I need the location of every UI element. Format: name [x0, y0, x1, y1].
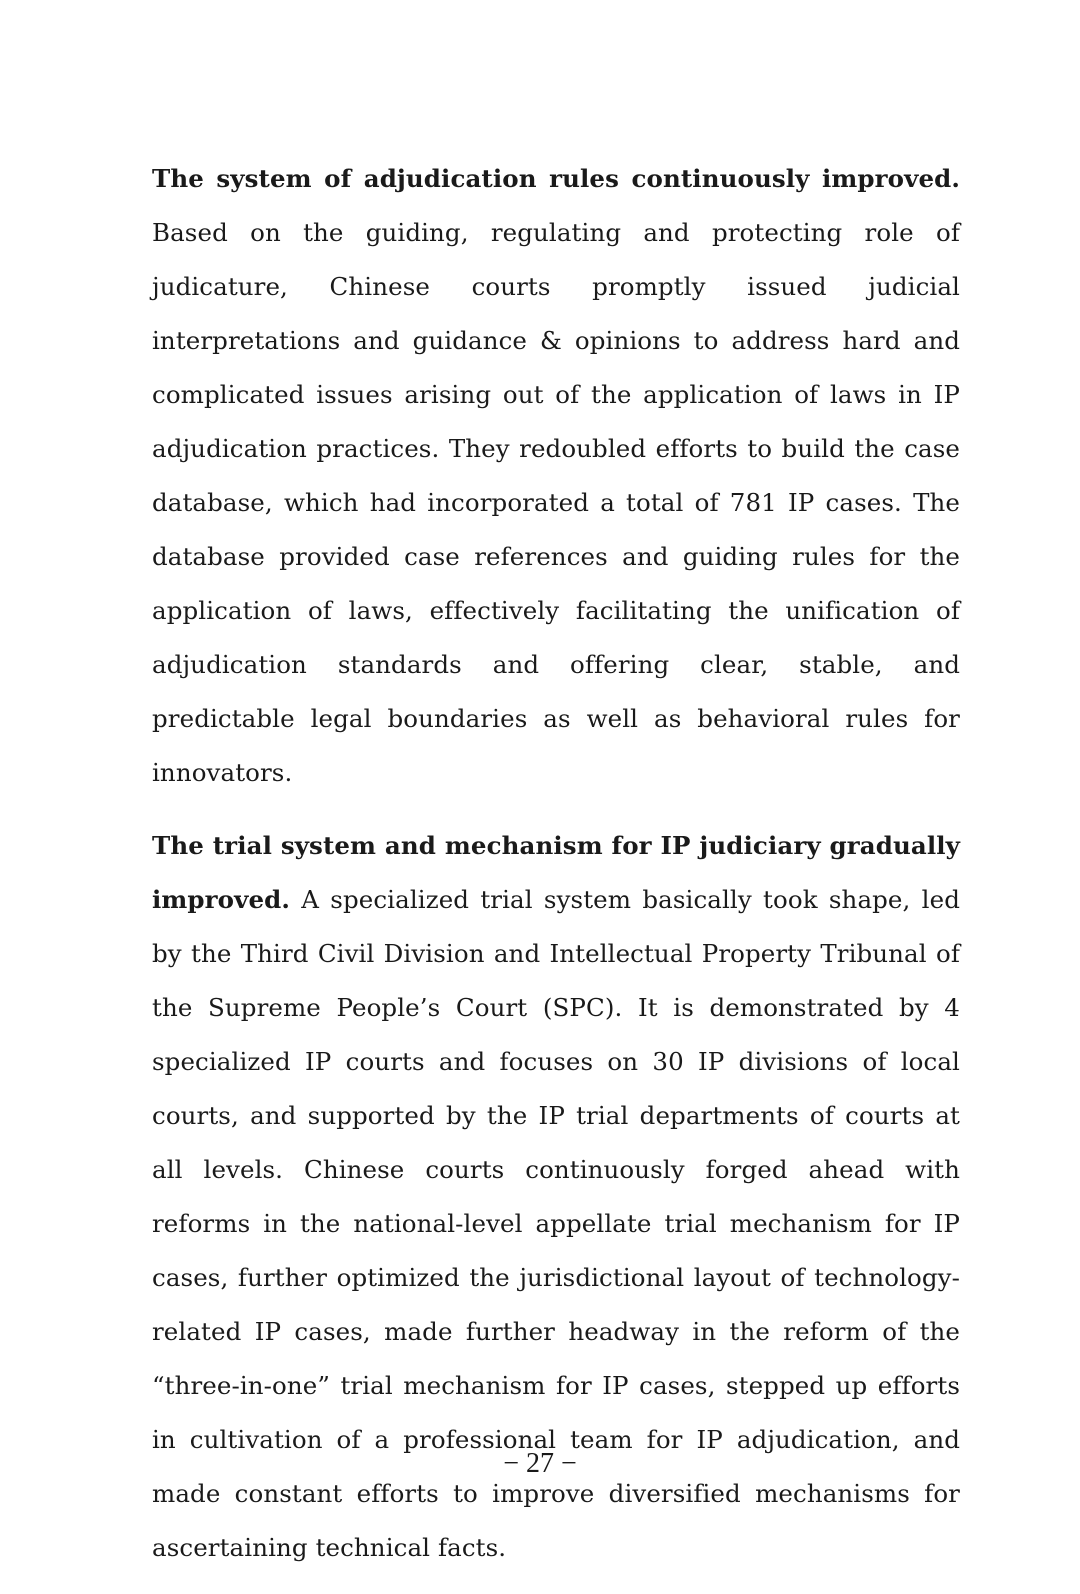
paragraph-text: Based on the guiding, regulating and protecting role of judicature, Chinese courts promptly issued judicial interpretations and guidance & opinions to address hard and complicated issues arising out of the application of laws in IP adjudication practices. They redoubled efforts to build the case database, which had incorporated a total of 781 IP cases. The database provided case references and guiding rules for the application of laws, effectively facilitating the unification of adjudication standards and offering clear, stable, and predictable legal boundaries as well as behavioral rules for innovators. — [152, 218, 960, 787]
paragraph-text: A specialized trial system basically took shape, led by the Third Civil Division and Intellectual Property Tribunal of the Supreme People’s Court (SPC). It is demonstrated by 4 specialized IP courts and focuses on 30 IP divisions of local courts, and supported by the IP trial departments of courts at all levels. Chinese courts continuously forged ahead with reforms in the national-level appellate trial mechanism for IP cases, further optimized the jurisdictional layout of technology-related IP cases, made further headway in the reform of the “three-in-one” trial mechanism for IP cases, stepped up efforts in cultivation of a professional team for IP adjudication, and made constant efforts to improve diversified mechanisms for ascertaining technical facts. — [152, 885, 960, 1562]
paragraph-adjudication-rules — [152, 152, 960, 800]
document-body — [152, 152, 960, 1594]
page-number: − 27 − — [503, 1448, 577, 1479]
paragraph-heading: The system of adjudication rules continuously improved. — [152, 164, 960, 193]
paragraph-heading: The trial system and mechanism for IP judiciary gradually improved. — [152, 831, 960, 914]
